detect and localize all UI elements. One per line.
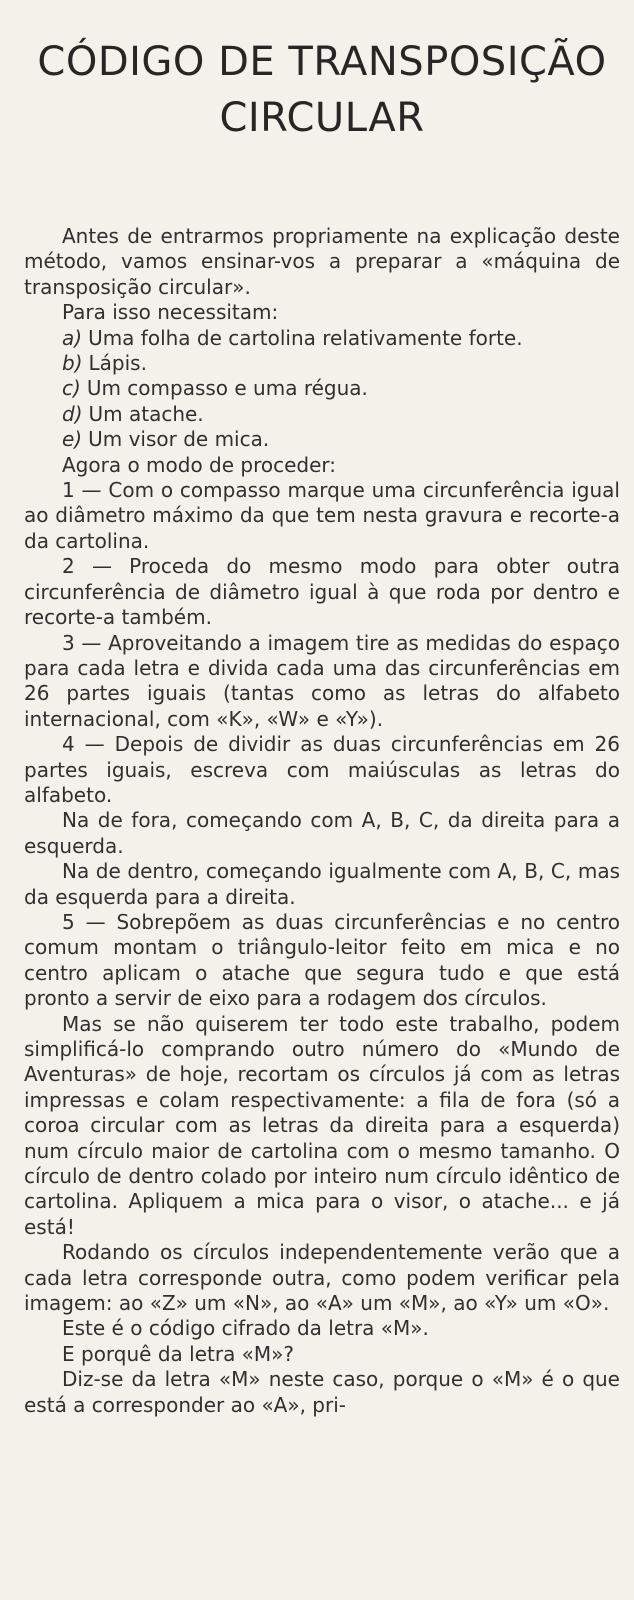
paragraph-intro: Antes de entrarmos propriamente na explicação deste método, vamos ensinar-vos a preparar a «máquina de transposição circular».: [24, 224, 620, 299]
paragraph-steps-intro: Agora o modo de proceder:: [62, 452, 337, 477]
step-2: 2 — Proceda do mesmo modo para obter outra circunferência de diâmetro igual à que roda por dentro e recorte-a também.: [24, 554, 620, 630]
article-body: [24, 224, 620, 1418]
list-marker: e): [62, 427, 83, 452]
paragraph-needs: Para isso necessitam:: [62, 300, 279, 325]
paragraph-shortcut: Mas se não quiserem ter todo este trabalho, podem simplificá-lo comprando outro número do «Mundo de Aventuras» de hoje, recortam os círculos já com as letras impressas e colam respectivamente: a fila de fora (só a coroa circular com as letras da direita para a esquerda) num círculo maior de cartolina com o mesmo tamanho. O círculo de dentro colado por inteiro num círculo idêntico de cartolina. Apliquem a mica para o visor, o atache... e já está!: [24, 1011, 620, 1239]
article-title: [24, 34, 620, 146]
title-line-1: CÓDIGO DE TRANSPOSIÇÃO: [37, 39, 607, 85]
step-5: 5 — Sobrepõem as duas circunferências e no centro comum montam o triângulo-leitor feito em mica e no centro aplicam o atache que segura tudo e que está pronto a servir de eixo para a rodagem dos círculos.: [24, 909, 620, 1011]
paragraph-explanation: Diz-se da letra «M» neste caso, porque o «M» é o que está a corresponder ao «A», pri-: [24, 1367, 620, 1417]
step-1: 1 — Com o compasso marque uma circunferência igual ao diâmetro máximo da que tem nesta gravura e recorte-a da cartolina.: [24, 478, 620, 553]
list-item-text: Um compasso e uma régua.: [86, 376, 368, 401]
list-item-text: Uma folha de cartolina relativamente forte.: [88, 325, 523, 350]
list-marker: c): [62, 376, 81, 401]
step-4-outer: Na de fora, começando com A, B, C, da direita para a esquerda.: [24, 808, 620, 858]
step-4-inner: Na de dentro, começando igualmente com A, B, C, mas da esquerda para a direita.: [24, 859, 620, 909]
list-item-text: Um atache.: [88, 401, 204, 426]
list-item-e: [24, 427, 620, 452]
list-item-text: Lápis.: [88, 351, 147, 376]
list-marker: d): [62, 401, 83, 426]
title-line-2: CIRCULAR: [219, 95, 425, 141]
step-4: 4 — Depois de dividir as duas circunferências em 26 partes iguais, escreva com maiúsculas as letras do alfabeto.: [24, 732, 620, 807]
list-item-text: Um visor de mica.: [88, 427, 270, 452]
step-3: 3 — Aproveitando a imagem tire as medidas do espaço para cada letra e divida cada uma das circunferências em 26 partes iguais (tantas como as letras do alfabeto internacional, com «K», «W» e «Y»).: [24, 630, 620, 731]
list-item-a: [24, 326, 620, 351]
paragraph-rotation: Rodando os círculos independentemente verão que a cada letra corresponde outra, como podem verificar pela imagem: ao «Z» um «N», ao «A» um «M», ao «Y» um «O».: [24, 1240, 620, 1316]
list-item-d: [24, 402, 620, 427]
paragraph-code-m: Este é o código cifrado da letra «M».: [62, 1316, 429, 1341]
list-marker: b): [62, 351, 83, 376]
list-item-b: [24, 351, 620, 376]
list-item-c: [24, 376, 620, 401]
paragraph-question: E porquê da letra «M»?: [62, 1341, 295, 1366]
list-marker: a): [62, 325, 83, 350]
